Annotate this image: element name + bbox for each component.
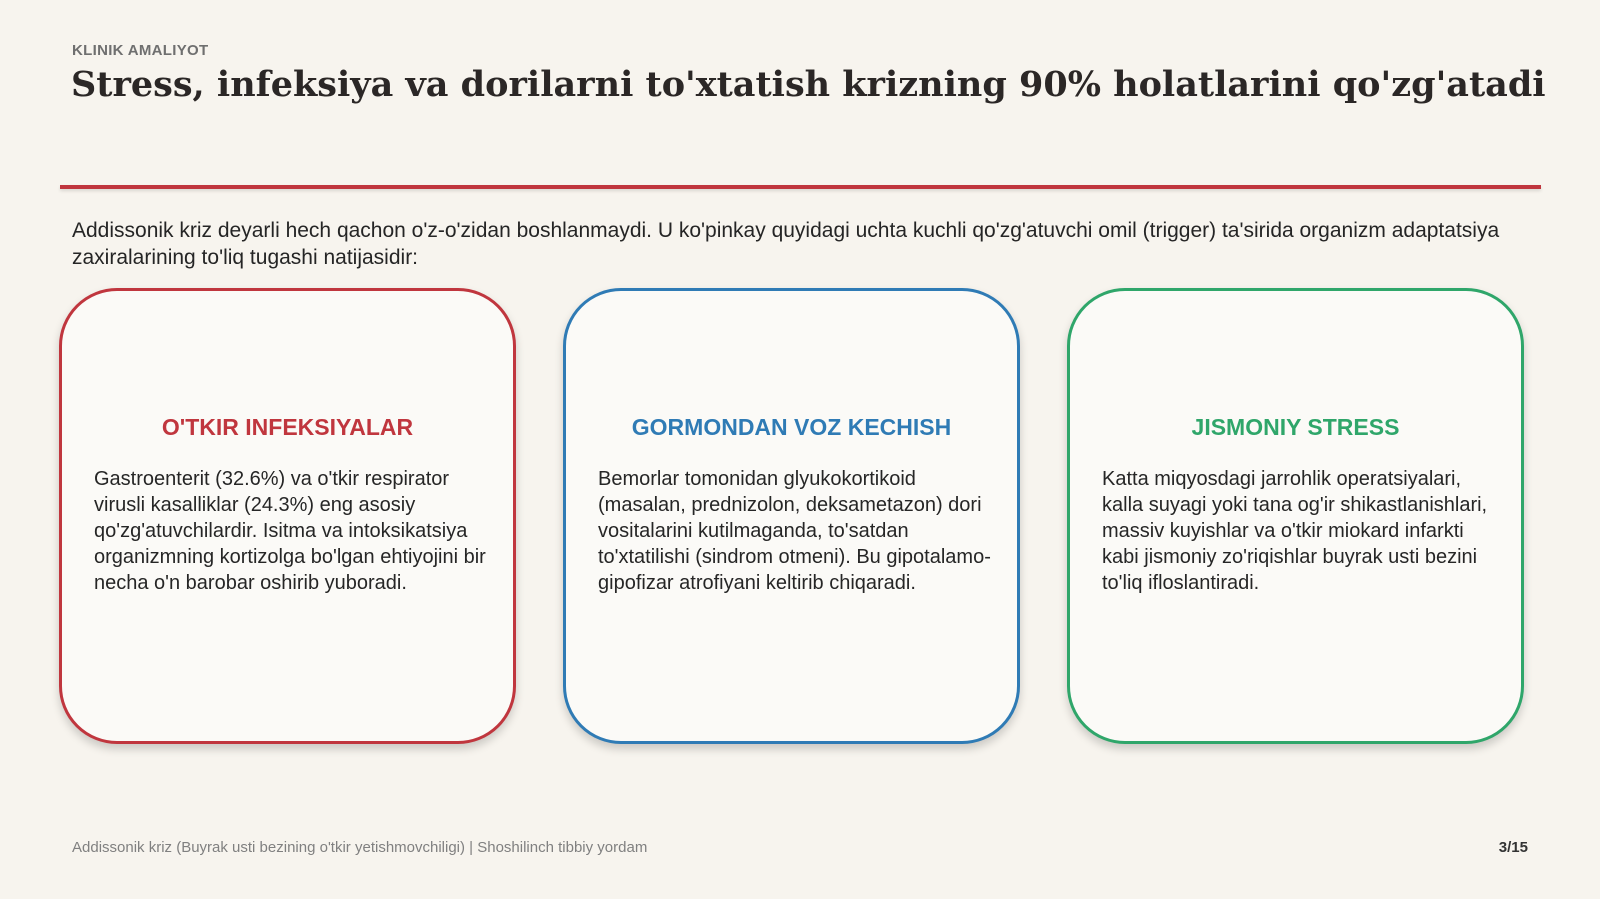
card-hormone-withdrawal — [563, 288, 1020, 744]
eyebrow-label: KLINIK AMALIYOT — [72, 42, 209, 59]
card-title: JISMONIY STRESS — [1191, 414, 1400, 440]
card-physical-stress — [1067, 288, 1524, 744]
page-number: 3/15 — [1498, 839, 1528, 856]
intro-paragraph: Addissonik kriz deyarli hech qachon o'z-o'zidan boshlanmaydi. U ko'pinkay quyidagi uchta kuchli qo'zg'atuvchi omil (trigger) ta'sirida organizm adaptatsiya zaxiralarining to'liq tugashi natijasidir: — [72, 219, 1500, 269]
card-title: O'TKIR INFEKSIYALAR — [161, 414, 414, 440]
footer-caption: Addissonik kriz (Buyrak usti bezining o'tkir yetishmovchiligi) | Shoshilinch tibbiy yordam — [72, 839, 648, 856]
page-title: Stress, infeksiya va dorilarni to'xtatish krizning 90% holatlarini qo'zg'atadi — [71, 64, 1546, 105]
card-body: Katta miqyosdagi jarrohlik operatsiyalari, kalla suyagi yoki tana og'ir shikastlanishlari, massiv kuyishlar va o'tkir miokard infarkti kabi jismoniy zo'riqishlar buyrak usti bezini to'liq ifloslantiradi. — [1102, 468, 1488, 594]
title-divider — [60, 185, 1541, 189]
card-body: Bemorlar tomonidan glyukokortikoid (masalan, prednizolon, deksametazon) dori vositalarini kutilmaganda, to'satdan to'xtatilishi (sindrom otmeni). Bu gipotalamo-gipofizar atrofiyani keltirib chiqaradi. — [598, 468, 991, 594]
card-acute-infections — [59, 288, 516, 744]
card-title: GORMONDAN VOZ KECHISH — [631, 414, 952, 440]
card-body: Gastroenterit (32.6%) va o'tkir respirator virusli kasalliklar (24.3%) eng asosiy qo'zg'atuvchilardir. Isitma va intoksikatsiya organizmning kortizolga bo'lgan ehtiyojini bir necha o'n barobar oshirib yuboradi. — [94, 468, 486, 594]
